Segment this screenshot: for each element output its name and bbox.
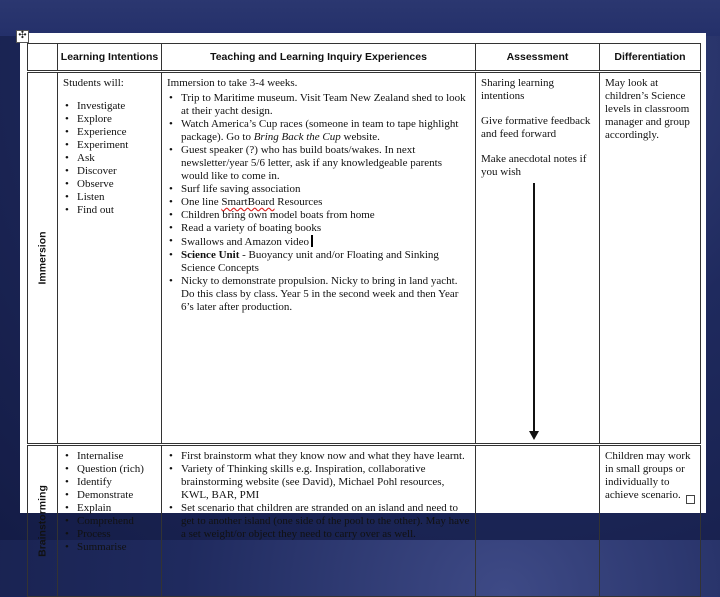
list-item: • Set scenario that children are stranded on an island and need to get to another island (one side of the pool to the other). May have a set weight/or object they need to carry over as well. — [167, 502, 471, 541]
down-arrow-icon — [481, 183, 595, 443]
list-item — [167, 222, 471, 235]
assessment-text: Give formative feedback and feed forward — [481, 115, 591, 140]
slide-background-band — [0, 0, 720, 36]
header-assessment: Assessment — [476, 44, 600, 72]
text-cursor — [311, 235, 313, 247]
learning-list — [63, 450, 157, 554]
list-item: • Ask — [63, 152, 157, 165]
bold-text: Science Unit — [181, 249, 240, 261]
header-learning-intentions: Learning Intentions — [58, 44, 162, 72]
item-text: Read a variety of boating books — [181, 222, 322, 234]
header-row — [28, 44, 701, 72]
list-item — [167, 196, 471, 209]
planning-table — [27, 43, 701, 597]
differentiation-text: May look at children’s Science levels in classroom manager and group accordingly. — [605, 77, 690, 141]
item-text: Surf life saving association — [181, 183, 301, 195]
learning-intro: Students will: — [63, 77, 124, 89]
item-text: website. — [340, 131, 380, 143]
item-text: Guest speaker (?) who has build boats/wakes. In next newsletter/year 5/6 letter, ask if any knowledgeable parents would like to come in. — [181, 144, 443, 182]
list-item: • Observe — [63, 178, 157, 191]
list-item: • Discover — [63, 165, 157, 178]
corner-cell — [28, 44, 58, 72]
list-item: • Explain — [63, 502, 157, 515]
list-item: • Question (rich) — [63, 463, 157, 476]
item-text: - Buoyancy unit and/or Floating and Sinking Science Concepts — [181, 249, 439, 274]
list-item — [167, 235, 471, 249]
assessment-cell[interactable] — [476, 72, 600, 445]
table-move-handle-icon[interactable]: ✣ — [16, 30, 29, 43]
differentiation-cell[interactable] — [600, 445, 701, 597]
learning-cell[interactable] — [58, 445, 162, 597]
list-item: • Variety of Thinking skills e.g. Inspiration, collaborative brainstorming website (see David), Michael Pohl resources, KWL, BAR, PMI — [167, 463, 471, 502]
differentiation-text: Children may work in small groups or individually to achieve scenario. — [605, 450, 691, 501]
assessment-text: Sharing learning intentions — [481, 77, 555, 102]
list-item: • Experience — [63, 126, 157, 139]
list-item — [167, 118, 471, 144]
table-row-brainstorming — [28, 445, 701, 597]
learning-list — [63, 100, 157, 217]
list-item — [167, 209, 471, 222]
differentiation-cell[interactable] — [600, 72, 701, 445]
list-item: • Summarise — [63, 541, 157, 554]
list-item: • Comprehend — [63, 515, 157, 528]
teaching-list — [167, 450, 471, 541]
list-item — [167, 275, 471, 314]
italic-text: Bring Back the Cup — [253, 131, 341, 143]
teaching-cell[interactable] — [162, 72, 476, 445]
list-item — [167, 92, 471, 118]
item-text: One line — [181, 196, 222, 208]
row-label-brainstorming: Brainstorming — [36, 485, 48, 557]
list-item: • Internalise — [63, 450, 157, 463]
header-teaching-experiences: Teaching and Learning Inquiry Experiences — [162, 44, 476, 72]
list-item: • Experiment — [63, 139, 157, 152]
list-item — [167, 249, 471, 275]
table-row-immersion — [28, 72, 701, 445]
list-item — [167, 183, 471, 196]
item-text: Resources — [274, 196, 323, 208]
row-label-cell — [28, 72, 58, 445]
item-text: Watch America’s Cup races (someone in team to tape highlight package). Go to — [181, 118, 459, 143]
assessment-cell[interactable] — [476, 445, 600, 597]
item-text: Children bring own model boats from home — [181, 209, 375, 221]
row-label-immersion: Immersion — [36, 231, 48, 285]
teaching-cell[interactable] — [162, 445, 476, 597]
document-page — [20, 33, 706, 557]
list-item: • Demonstrate — [63, 489, 157, 502]
list-item: • Process — [63, 528, 157, 541]
header-differentiation: Differentiation — [600, 44, 701, 72]
list-item: • Investigate — [63, 100, 157, 113]
list-item — [167, 144, 471, 183]
teaching-list — [167, 92, 471, 314]
spellcheck-text: SmartBoard — [221, 196, 275, 208]
learning-cell[interactable] — [58, 72, 162, 445]
list-item: • Identify — [63, 476, 157, 489]
row-label-cell — [28, 445, 58, 597]
list-item: • Listen — [63, 191, 157, 204]
item-text: Nicky to demonstrate propulsion. Nicky to bring in land yacht. Do this class by class. Year 5 in the second week and then Year 6’s later after production. — [181, 275, 459, 313]
teaching-intro: Immersion to take 3-4 weeks. — [167, 77, 298, 89]
assessment-text: Make anecdotal notes if you wish — [481, 153, 587, 178]
item-text: Trip to Maritime museum. Visit Team New Zealand shed to look at their yacht design. — [181, 92, 466, 117]
list-item: • First brainstorm what they know now and what they have learnt. — [167, 450, 471, 463]
list-item: • Find out — [63, 204, 157, 217]
list-item: • Explore — [63, 113, 157, 126]
item-text: Swallows and Amazon video — [181, 236, 310, 248]
table-resize-handle[interactable] — [686, 495, 695, 504]
